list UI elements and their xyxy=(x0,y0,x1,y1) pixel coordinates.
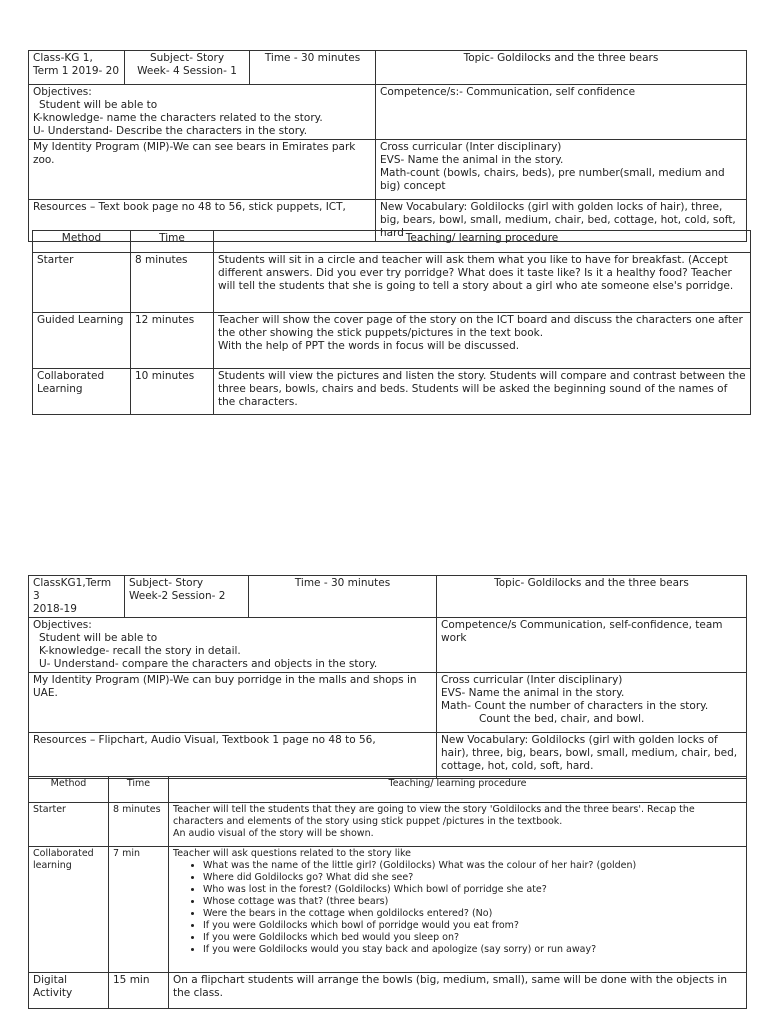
objectives-cell: Objectives: Student will be able to K-knowledge- recall the story in detail. U- Understand- compare the characters and objects in the story. xyxy=(29,618,437,673)
subject-cell: Subject- Story Week-2 Session- 2 xyxy=(125,576,249,618)
vocabulary-cell: New Vocabulary: Goldilocks (girl with golden locks of hair), three, big, bears, bowl, small, medium, chair, bed, cottage, hot, cold, soft, hard xyxy=(376,200,747,242)
subject-cell: Subject- Story Week- 4 Session- 1 xyxy=(125,51,250,85)
question-list xyxy=(173,860,742,956)
list-item: • Where did Goldilocks go? What did she see? xyxy=(203,872,742,884)
table-row-procedure: Students will sit in a circle and teacher will ask them what you like to have for breakfast. (Accept different answers. Did you ever try porridge? What does it taste like? Is it a healthy food? Teacher will tell the students that she is going to tell a story about a girl who ate someone else's porridge. xyxy=(214,253,751,313)
table-row-procedure: Teacher will show the cover page of the story on the ICT board and discuss the characters one after the other showing the stick puppets/pictures in the text book. With the help of PPT the words in focus will be discussed. xyxy=(214,313,751,369)
list-item: • If you were Goldilocks would you stay back and apologize (say sorry) or run away? xyxy=(203,944,742,956)
table-row-time: 7 min xyxy=(109,847,169,973)
mip-cell: My Identity Program (MIP)-We can see bears in Emirates park zoo. xyxy=(29,140,376,200)
topic-cell: Topic- Goldilocks and the three bears xyxy=(376,51,747,85)
table-row-method: Starter xyxy=(33,253,131,313)
class-cell: ClassKG1,Term 3 2018-19 xyxy=(29,576,125,618)
objectives-cell: Objectives: Student will be able to K-knowledge- name the characters related to the story. U- Understand- Describe the characters in the story. xyxy=(29,85,376,140)
table-row-time: 15 min xyxy=(109,973,169,1009)
method-header: Method xyxy=(29,777,109,803)
list-item: • Were the bears in the cottage when goldilocks entered? (No) xyxy=(203,908,742,920)
time-header: Time xyxy=(109,777,169,803)
plan1-header-table xyxy=(28,50,747,242)
table-row-time: 12 minutes xyxy=(131,313,214,369)
time-cell: Time - 30 minutes xyxy=(249,576,437,618)
cross-curricular-cell: Cross curricular (Inter disciplinary) EVS- Name the animal in the story. Math-count (bowls, chairs, beds), pre number(small, medium and big) concept xyxy=(376,140,747,200)
list-item: • If you were Goldilocks which bed would you sleep on? xyxy=(203,932,742,944)
list-item: • If you were Goldilocks which bowl of porridge would you eat from? xyxy=(203,920,742,932)
procedure-header: Teaching/ learning procedure xyxy=(169,777,747,803)
competence-cell: Competence/s:- Communication, self confidence xyxy=(376,85,747,140)
table-row-procedure: Teacher will ask questions related to the story like • What was the name of the little girl? (Goldilocks) What was the colour of her hair? (golden) • Where did Goldilocks go? What did she see? • Who was lost in the forest? (Goldilocks) Which bowl of porridge she ate? • Whose cottage was that? (three bears) • Were the bears in the cottage when goldilocks entered? (No) • If you were Goldilocks which bowl of porridge would you eat from? • If you were Goldilocks which bed would you sleep on? • If you were Goldilocks would you stay back and apologize (say sorry) or run away? xyxy=(169,847,747,973)
table-row-time: 10 minutes xyxy=(131,369,214,415)
method-header: Method xyxy=(33,231,131,253)
table-row-procedure: Teacher will tell the students that they are going to view the story 'Goldilocks and the three bears'. Recap the characters and elements of the story using stick puppet /pictures in the textbook. An audio visual of the story will be shown. xyxy=(169,803,747,847)
table-row-method: Digital Activity xyxy=(29,973,109,1009)
time-cell: Time - 30 minutes xyxy=(250,51,376,85)
vocabulary-cell: New Vocabulary: Goldilocks (girl with golden locks of hair), three, big, bears, bowl, small, medium, chair, bed, cottage, hot, cold, soft, hard. xyxy=(437,733,747,779)
time-header: Time xyxy=(131,231,214,253)
topic-cell: Topic- Goldilocks and the three bears xyxy=(437,576,747,618)
resources-cell: Resources – Text book page no 48 to 56, stick puppets, ICT, xyxy=(29,200,376,242)
competence-cell: Competence/s Communication, self-confidence, team work xyxy=(437,618,747,673)
table-row-method: Collaborated Learning xyxy=(33,369,131,415)
table-row-method: Starter xyxy=(29,803,109,847)
cross-curricular-cell: Cross curricular (Inter disciplinary) EVS- Name the animal in the story. Math- Count the number of characters in the story. Count the bed, chair, and bowl. xyxy=(437,673,747,733)
mip-cell: My Identity Program (MIP)-We can buy porridge in the malls and shops in UAE. xyxy=(29,673,437,733)
list-item: • Who was lost in the forest? (Goldilocks) Which bowl of porridge she ate? xyxy=(203,884,742,896)
table-row-time: 8 minutes xyxy=(131,253,214,313)
table-row-procedure: Students will view the pictures and listen the story. Students will compare and contrast between the three bears, bowls, chairs and beds. Students will be asked the beginning sound of the names of the characters. xyxy=(214,369,751,415)
list-item: • What was the name of the little girl? (Goldilocks) What was the colour of her hair? (golden) xyxy=(203,860,742,872)
plan1-procedure-table xyxy=(32,230,751,415)
procedure-header: Teaching/ learning procedure xyxy=(214,231,751,253)
table-row-method: Guided Learning xyxy=(33,313,131,369)
table-row-time: 8 minutes xyxy=(109,803,169,847)
plan2-procedure-table xyxy=(28,776,747,1009)
plan2-header-table xyxy=(28,575,747,779)
table-row-method: Collaborated learning xyxy=(29,847,109,973)
list-item: • Whose cottage was that? (three bears) xyxy=(203,896,742,908)
class-cell: Class-KG 1, Term 1 2019- 20 xyxy=(29,51,125,85)
resources-cell: Resources – Flipchart, Audio Visual, Textbook 1 page no 48 to 56, xyxy=(29,733,437,779)
table-row-procedure: On a flipchart students will arrange the bowls (big, medium, small), same will be done with the objects in the class. xyxy=(169,973,747,1009)
